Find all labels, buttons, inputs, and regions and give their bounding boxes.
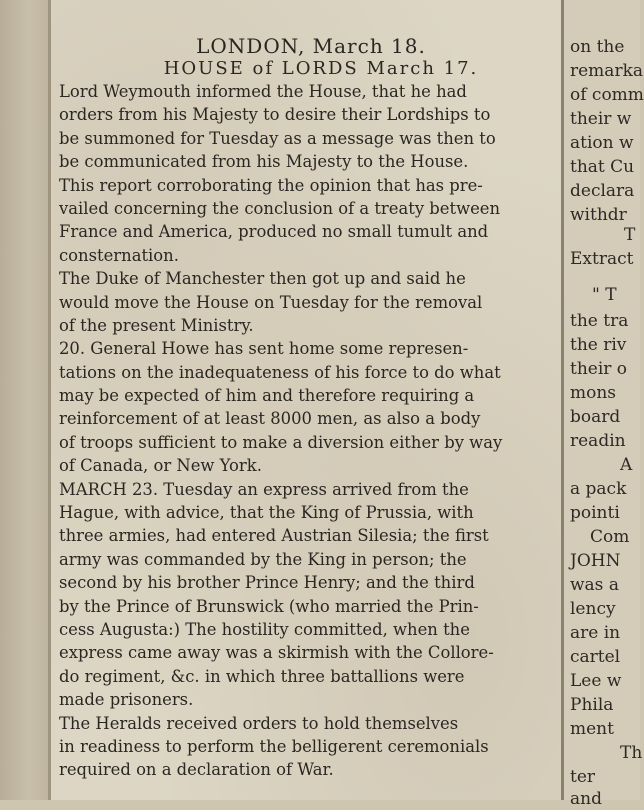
text-line: cess Augusta:) The hostility committed, when the [59,619,470,639]
text-line: of comm [570,85,644,105]
text-line: consternation. [59,245,179,265]
page-left-margin [0,0,48,800]
text-line: their o [570,359,628,379]
text-line: be summoned for Tuesday as a message was then to [59,128,496,148]
newspaper-page [51,0,561,800]
text-line: remarka [570,61,644,81]
text-line: required on a declaration of War. [59,760,334,780]
text-line: of Canada, or New York. [59,456,262,476]
text-line: may be expected of him and therefore requiring a [59,386,475,406]
adjacent-column-fragment [564,0,644,809]
text-line: " T [592,285,617,305]
text-line: This report corroborating the opinion that has pre- [59,175,483,195]
text-line: Com [590,527,630,547]
text-line: The Duke of Manchester then got up and said he [59,269,466,289]
text-line: A [620,455,633,475]
paragraph-3 [59,337,549,477]
section-heading: HOUSE of LORDS March 17. [163,58,479,79]
text-line: Lord Weymouth informed the House, that he had [59,82,467,101]
text-line: by the Prince of Brunswick (who married the Prin- [59,596,479,616]
text-line: Phila [570,695,614,715]
main-column [51,34,561,782]
text-line: ment [570,719,614,739]
text-line: be communicated from his Majesty to the House. [59,152,469,172]
text-line: board [570,407,621,427]
dateline-title: LONDON, March 18. [196,34,426,58]
text-line: Extract [570,249,634,269]
text-line: MARCH 23. Tuesday an express arrived from the [59,479,469,499]
text-line: mons [570,383,617,403]
text-line: Th [620,743,643,763]
text-line: the riv [570,335,627,355]
text-line: reinforcement of at least 8000 men, as also a body [59,409,481,429]
text-line: JOHN [570,551,621,571]
text-line: vailed concerning the conclusion of a treaty between [59,198,501,218]
text-line: would move the House on Tuesday for the removal [59,292,483,312]
text-line: tations on the inadequateness of his force to do what [59,362,501,382]
text-line: that Cu [570,157,635,177]
text-line: ation w [570,133,634,153]
text-line: orders from his Majesty to desire their Lordships to [59,105,491,125]
text-line: army was commanded by the King in person; the [59,549,467,569]
text-line: 20. General Howe has sent home some represen- [59,339,469,359]
text-line: a pack [570,479,627,499]
text-line: T [624,225,636,245]
paragraph-5 [59,712,549,782]
text-line: of troops sufficient to make a diversion either by way [59,432,503,452]
text-line: Lee w [570,671,622,691]
text-line: of the present Ministry. [59,315,254,335]
paragraph-2 [59,267,549,337]
text-line: are in [570,623,621,643]
text-line: three armies, had entered Austrian Silesia; the first [59,526,489,546]
text-line: pointi [570,503,620,523]
text-line: readin [570,431,626,451]
text-line: withdr [570,205,627,225]
text-line: declara [570,181,635,201]
text-line: The Heralds received orders to hold themselves [59,713,459,733]
text-line: their w [570,109,632,129]
text-line: and [570,789,602,809]
text-line: the tra [570,311,629,331]
text-line: express came away was a skirmish with the Collore- [59,643,494,663]
text-line: was a [570,575,619,595]
text-line: France and America, produced no small tumult and [59,222,489,242]
text-line: ter [570,767,596,787]
text-line: Hague, with advice, that the King of Prussia, with [59,503,474,523]
text-line: made prisoners. [59,690,194,710]
text-line: in readiness to perform the belligerent ceremonials [59,736,489,756]
text-line: cartel [570,647,621,667]
text-line: lency [570,599,616,619]
text-line: second by his brother Prince Henry; and the third [59,573,475,593]
text-line: do regiment, &c. in which three battallions were [59,666,465,686]
paragraph-1 [59,80,549,267]
paragraph-4 [59,478,549,712]
text-line: on the [570,37,625,57]
